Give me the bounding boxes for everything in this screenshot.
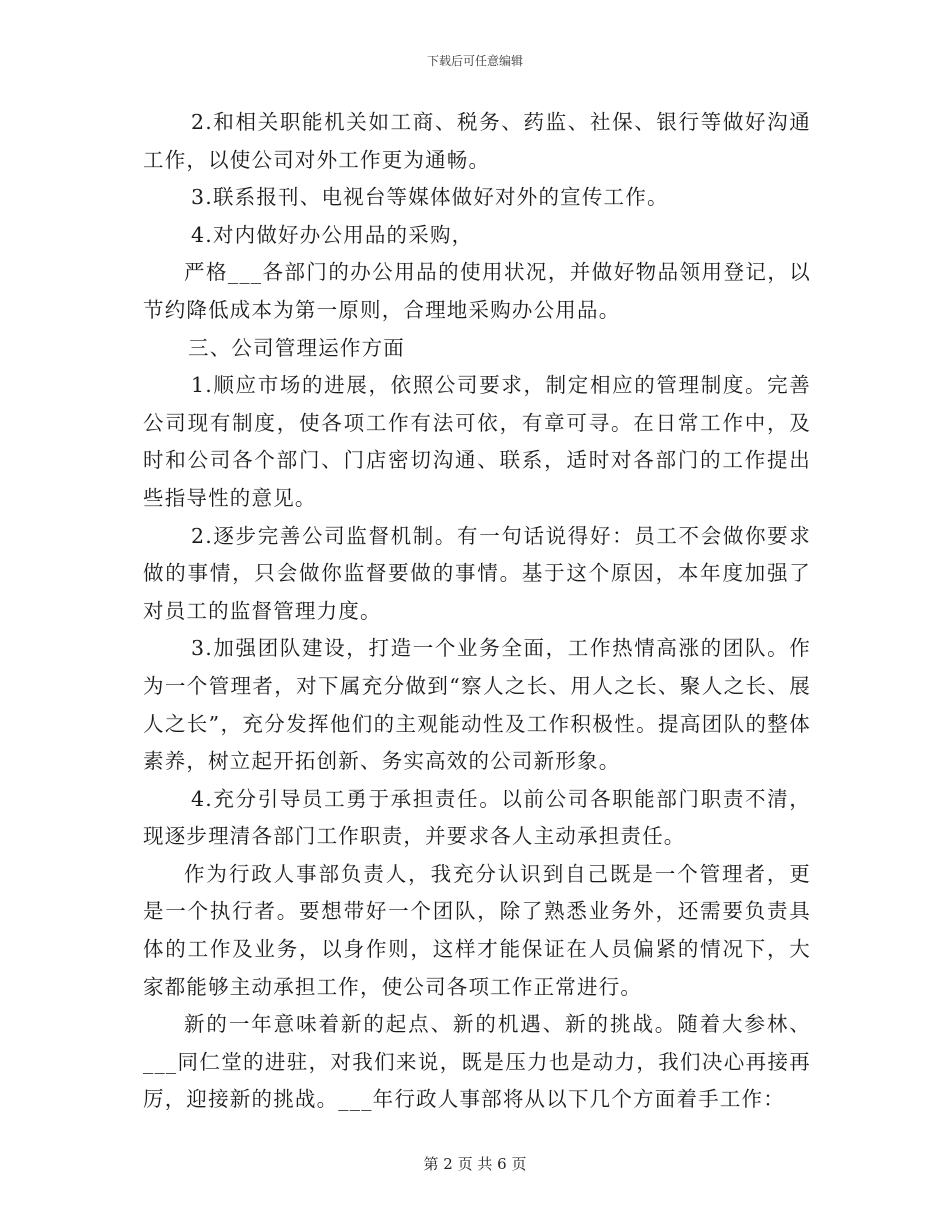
paragraph: 严格___各部门的办公用品的使用状况，并做好物品领用登记，以节约降低成本为第一原则，合理地采购办公用品。: [143, 260, 811, 322]
page-header: 下载后可任意编辑: [426, 54, 523, 68]
paragraph: 4.充分引导员工勇于承担责任。以前公司各职能部门职责不清，现逐步理清各部门工作职责，并要求各人主动承担责任。: [143, 786, 811, 849]
paragraph: 4.对内做好办公用品的采购，: [191, 222, 474, 247]
paragraph: 新的一年意味着新的起点、新的机遇、新的挑战。随着大参林、___同仁堂的进驻，对我们来说，既是压力也是动力，我们决心再接再厉，迎接新的挑战。___年行政人事部将从以下几个方面着手工作：: [143, 1012, 811, 1112]
paragraph: 2.逐步完善公司监督机制。有一句话说得好：员工不会做你要求做的事情，只会做你监督要做的事情。基于这个原因，本年度加强了对员工的监督管理力度。: [143, 523, 811, 623]
document-body: [143, 104, 811, 1119]
section-heading: 三、公司管理运作方面: [188, 335, 405, 360]
paragraph: 1.顺应市场的进展，依照公司要求，制定相应的管理制度。完善公司现有制度，使各项工作有法可依，有章可寻。在日常工作中，及时和公司各个部门、门店密切沟通、联系，适时对各部门的工作提出些指导性的意见。: [143, 373, 811, 510]
paragraph: 3.加强团队建设，打造一个业务全面，工作热情高涨的团队。作为一个管理者，对下属充分做到“察人之长、用人之长、聚人之长、展人之长”，充分发挥他们的主观能动性及工作积极性。提高团队的整体素养，树立起开拓创新、务实高效的公司新形象。: [143, 636, 811, 774]
paragraph: 作为行政人事部负责人，我充分认识到自己既是一个管理者，更是一个执行者。要想带好一个团队，除了熟悉业务外，还需要负责具体的工作及业务，以身作则，这样才能保证在人员偏紧的情况下，大家都能够主动承担工作，使公司各项工作正常进行。: [143, 861, 811, 999]
page-footer: 第 2 页 共 6 页: [423, 1155, 527, 1173]
paragraph: 2.和相关职能机关如工商、税务、药监、社保、银行等做好沟通工作，以使公司对外工作更为通畅。: [143, 110, 811, 172]
paragraph: 3.联系报刊、电视台等媒体做好对外的宣传工作。: [191, 185, 669, 210]
